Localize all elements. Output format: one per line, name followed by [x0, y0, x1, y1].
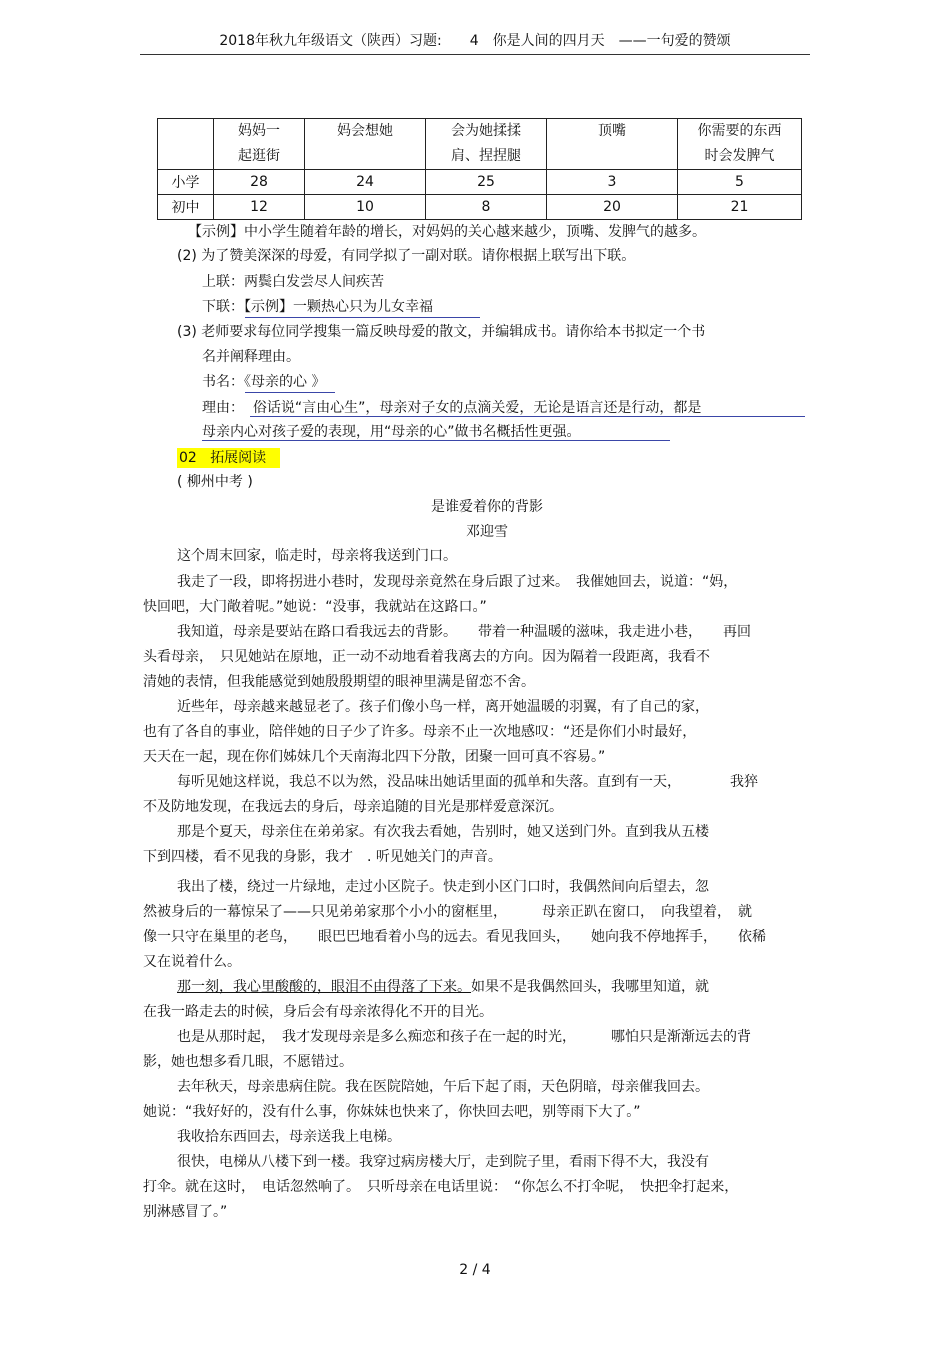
- sentence-continuation: 如果不是我偶然回头，我哪里知道，就: [471, 979, 709, 995]
- header-line: 顶嘴: [598, 123, 626, 139]
- reason-answer-1: 俗话说“言由心生”，母亲对子女的点滴关爱，无论是语言还是行动，都是: [252, 400, 702, 416]
- table-cell: 21: [678, 195, 802, 220]
- paragraph-line: 我出了楼，绕过一片绿地，走过小区院子。快走到小区门口时，我偶然间向后望去，忽: [177, 879, 709, 895]
- section-highlight: [177, 448, 280, 468]
- reason-line-2: 母亲内心对孩子爱的表现，用“母亲的心”做书名概括性更强。: [202, 424, 581, 440]
- q3-prompt-line-2: 名并阐释理由。: [202, 349, 300, 365]
- table-header-cell: [678, 119, 802, 170]
- reason-line-1: [202, 398, 701, 418]
- section-heading: [177, 448, 280, 468]
- answer-underline: [250, 416, 805, 417]
- paragraph-line: 又在说着什么。: [143, 954, 241, 970]
- answer-underline: [245, 392, 335, 393]
- paragraph-line: 这个周末回家，临走时，母亲将我送到门口。: [177, 548, 457, 564]
- table-cell: 25: [426, 170, 547, 195]
- paragraph-line: 很快，电梯从八楼下到一楼。我穿过病房楼大厅，走到院子里，看雨下得不大，我没有: [177, 1154, 709, 1170]
- paragraph-line: [177, 977, 709, 997]
- lower-label: 下联：: [202, 299, 244, 315]
- section-source: ( 柳州中考 ): [177, 474, 253, 490]
- table-header-cell: [214, 119, 305, 170]
- table-row: [158, 170, 802, 195]
- paragraph-line: 下到四楼，看不见我的身影，我才 . 听见她关门的声音。: [143, 849, 502, 865]
- q2-prompt: (2) 为了赞美深深的母爱，有同学拟了一副对联。请你根据上联写出下联。: [177, 248, 636, 264]
- table-cell: 20: [547, 195, 678, 220]
- paragraph-line: 那是个夏天，母亲住在弟弟家。有次我去看她，告别时，她又送到门外。直到我从五楼: [177, 824, 709, 840]
- table-header-cell: [547, 119, 678, 170]
- couplet-upper: 上联：两鬓白发尝尽人间疾苦: [202, 274, 384, 290]
- survey-table: [157, 118, 802, 220]
- paragraph-line: 像一只守在巢里的老鸟， 眼巴巴地看着小鸟的远去。看见我回头， 她向我不停地挥手， 依稀: [143, 929, 766, 945]
- table-cell: 3: [547, 170, 678, 195]
- section-number: 02: [179, 450, 197, 466]
- table-cell: 24: [305, 170, 426, 195]
- q3-prompt-line-1: (3) 老师要求每位同学搜集一篇反映母爱的散文，并编辑成书。请你给本书拟定一个书: [177, 324, 706, 340]
- paragraph-line: 影，她也想多看几眼，不愿错过。: [143, 1054, 353, 1070]
- lower-answer: 【示例】一颗热心只为儿女幸福: [244, 299, 433, 315]
- paragraph-line: 天天在一起，现在你们姊妹几个天南海北四下分散，团聚一回可真不容易。”: [143, 749, 606, 765]
- header-line: 妈会想她: [337, 123, 393, 139]
- paragraph-line: 快回吧，大门敞着呢。”她说：“没事，我就站在这路口。”: [143, 599, 487, 615]
- paragraph-line: 也是从那时起， 我才发现母亲是多么痴恋和孩子在一起的时光， 哪怕只是渐渐远去的背: [177, 1029, 751, 1045]
- book-title-line: [202, 372, 325, 392]
- answer-underline: [245, 317, 480, 318]
- paragraph-line: 她说：“我好好的，没有什么事，你妹妹也快来了，你快回去吧，别等雨下大了。”: [143, 1104, 641, 1120]
- reason-label: 理由：: [202, 400, 244, 416]
- answer-underline: [202, 440, 670, 441]
- table-header-cell: [305, 119, 426, 170]
- table-cell: 28: [214, 170, 305, 195]
- paragraph-line: 我走了一段，即将拐进小巷时，发现母亲竟然在身后跟了过来。 我催她回去，说道：“妈，: [177, 574, 738, 590]
- paragraph-line: 我收拾东西回去，母亲送我上电梯。: [177, 1129, 401, 1145]
- row-label: 小学: [158, 170, 214, 195]
- paragraph-line: 近些年，母亲越来越显老了。孩子们像小鸟一样，离开她温暖的羽翼，有了自己的家，: [177, 699, 709, 715]
- header-line: 肩、捏捏腿: [451, 148, 521, 164]
- header-line: 妈妈一: [238, 123, 280, 139]
- table-cell: 12: [214, 195, 305, 220]
- table-corner-cell: [158, 119, 214, 170]
- story-author: 邓迎雪: [466, 524, 508, 540]
- row-label: 初中: [158, 195, 214, 220]
- story-title: 是谁爱着你的背影: [431, 499, 543, 515]
- q1-answer: 【示例】中小学生随着年龄的增长，对妈妈的关心越来越少，顶嘴、发脾气的越多。: [188, 224, 706, 240]
- paragraph-line: 不及防地发现，在我远去的身后，母亲追随的目光是那样爱意深沉。: [143, 799, 563, 815]
- paragraph-line: 清她的表情，但我能感觉到她殷殷期望的眼神里满是留恋不舍。: [143, 674, 535, 690]
- paragraph-line: 去年秋天，母亲患病住院。我在医院陪她，午后下起了雨，天色阴暗，母亲催我回去。: [177, 1079, 709, 1095]
- header-line: 你需要的东西: [697, 123, 782, 139]
- book-label: 书名：: [202, 374, 244, 390]
- underlined-sentence: 那一刻，我心里酸酸的，眼泪不由得落了下来。: [177, 979, 471, 995]
- table-header-cell: [426, 119, 547, 170]
- section-title: 拓展阅读: [210, 450, 267, 466]
- paragraph-line: 打伞。就在这时， 电话忽然响了。 只听母亲在电话里说： “你怎么不打伞呢， 快把伞打起来，: [143, 1179, 739, 1195]
- table-cell: 5: [678, 170, 802, 195]
- table-header-row: [158, 119, 802, 170]
- paragraph-line: 别淋感冒了。”: [143, 1204, 228, 1220]
- table-row: [158, 195, 802, 220]
- page-header: 2018年秋九年级语文（陕西）习题: 4 你是人间的四月天 ——一句爱的赞颂: [140, 30, 810, 55]
- header-line: 起逛街: [238, 148, 280, 164]
- paragraph-line: 然被身后的一幕惊呆了——只见弟弟家那个小小的窗框里， 母亲正趴在窗口， 向我望着， 就: [143, 904, 752, 920]
- paragraph-line: 也有了各自的事业，陪伴她的日子少了许多。母亲不止一次地感叹：“还是你们小时最好，: [143, 724, 697, 740]
- table-cell: 10: [305, 195, 426, 220]
- couplet-lower: [202, 297, 433, 317]
- table-cell: 8: [426, 195, 547, 220]
- header-line: 会为她揉揉: [451, 123, 521, 139]
- paragraph-line: 每听见她这样说，我总不以为然，没品味出她话里面的孤单和失落。直到有一天， 我猝: [177, 774, 758, 790]
- book-answer: 《母亲的心 》: [244, 374, 326, 390]
- page-number: 2 / 4: [459, 1262, 491, 1278]
- header-line: 时会发脾气: [704, 148, 775, 164]
- paragraph-line: 在我一路走去的时候，身后会有母亲浓得化不开的目光。: [143, 1004, 493, 1020]
- paragraph-line: 头看母亲， 只见她站在原地，正一动不动地看着我离去的方向。因为隔着一段距离，我看不: [143, 649, 710, 665]
- paragraph-line: 我知道，母亲是要站在路口看我远去的背影。 带着一种温暖的滋味，我走进小巷， 再回: [177, 624, 751, 640]
